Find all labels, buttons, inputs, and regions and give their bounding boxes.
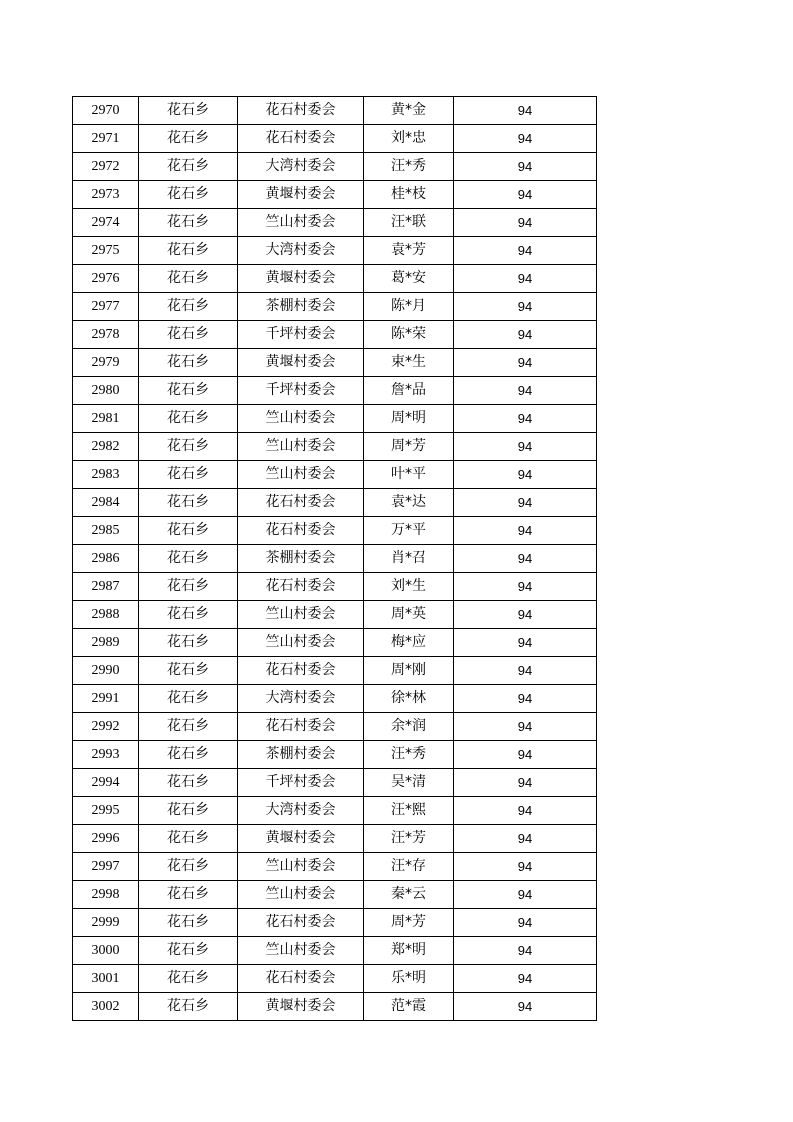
village-cell: 黄堰村委会 (238, 825, 364, 853)
table-row (73, 573, 597, 601)
score-cell: 94 (454, 377, 597, 405)
township-cell: 花石乡 (139, 125, 238, 153)
person-name-cell: 葛*安 (364, 265, 454, 293)
table-row (73, 741, 597, 769)
row-number-cell: 2995 (73, 797, 139, 825)
village-cell: 竺山村委会 (238, 937, 364, 965)
village-cell: 茶棚村委会 (238, 741, 364, 769)
score-cell: 94 (454, 797, 597, 825)
row-number-cell: 2984 (73, 489, 139, 517)
row-number-cell: 2993 (73, 741, 139, 769)
row-number-cell: 2975 (73, 237, 139, 265)
village-cell: 竺山村委会 (238, 433, 364, 461)
row-number-cell: 3001 (73, 965, 139, 993)
township-cell: 花石乡 (139, 489, 238, 517)
table-row (73, 237, 597, 265)
row-number-cell: 2999 (73, 909, 139, 937)
score-cell: 94 (454, 349, 597, 377)
township-cell: 花石乡 (139, 993, 238, 1021)
township-cell: 花石乡 (139, 685, 238, 713)
village-cell: 竺山村委会 (238, 881, 364, 909)
village-cell: 大湾村委会 (238, 237, 364, 265)
person-name-cell: 郑*明 (364, 937, 454, 965)
village-cell: 大湾村委会 (238, 797, 364, 825)
row-number-cell: 3002 (73, 993, 139, 1021)
table-row (73, 685, 597, 713)
row-number-cell: 2985 (73, 517, 139, 545)
village-cell: 花石村委会 (238, 97, 364, 125)
table-row (73, 909, 597, 937)
township-cell: 花石乡 (139, 153, 238, 181)
score-cell: 94 (454, 293, 597, 321)
score-cell: 94 (454, 405, 597, 433)
village-cell: 茶棚村委会 (238, 545, 364, 573)
table-row (73, 825, 597, 853)
village-cell: 竺山村委会 (238, 405, 364, 433)
score-cell: 94 (454, 909, 597, 937)
village-cell: 竺山村委会 (238, 209, 364, 237)
table-row (73, 769, 597, 797)
score-cell: 94 (454, 461, 597, 489)
row-number-cell: 2977 (73, 293, 139, 321)
table-row (73, 937, 597, 965)
table-row (73, 517, 597, 545)
table-row (73, 349, 597, 377)
table-row (73, 657, 597, 685)
township-cell: 花石乡 (139, 657, 238, 685)
row-number-cell: 2978 (73, 321, 139, 349)
row-number-cell: 2973 (73, 181, 139, 209)
row-number-cell: 2989 (73, 629, 139, 657)
score-cell: 94 (454, 181, 597, 209)
score-cell: 94 (454, 265, 597, 293)
township-cell: 花石乡 (139, 797, 238, 825)
township-cell: 花石乡 (139, 517, 238, 545)
township-cell: 花石乡 (139, 629, 238, 657)
township-cell: 花石乡 (139, 853, 238, 881)
village-cell: 花石村委会 (238, 965, 364, 993)
row-number-cell: 2987 (73, 573, 139, 601)
village-cell: 花石村委会 (238, 125, 364, 153)
township-cell: 花石乡 (139, 825, 238, 853)
score-cell: 94 (454, 853, 597, 881)
person-name-cell: 束*生 (364, 349, 454, 377)
person-name-cell: 刘*生 (364, 573, 454, 601)
score-cell: 94 (454, 993, 597, 1021)
score-cell: 94 (454, 629, 597, 657)
score-cell: 94 (454, 489, 597, 517)
person-name-cell: 徐*林 (364, 685, 454, 713)
score-cell: 94 (454, 881, 597, 909)
village-cell: 花石村委会 (238, 573, 364, 601)
score-cell: 94 (454, 685, 597, 713)
row-number-cell: 2981 (73, 405, 139, 433)
table-row (73, 461, 597, 489)
person-name-cell: 汪*秀 (364, 741, 454, 769)
table-row (73, 265, 597, 293)
row-number-cell: 2997 (73, 853, 139, 881)
person-name-cell: 乐*明 (364, 965, 454, 993)
score-cell: 94 (454, 433, 597, 461)
row-number-cell: 3000 (73, 937, 139, 965)
table-row (73, 545, 597, 573)
village-cell: 茶棚村委会 (238, 293, 364, 321)
person-name-cell: 詹*品 (364, 377, 454, 405)
person-name-cell: 陈*荣 (364, 321, 454, 349)
village-cell: 竺山村委会 (238, 853, 364, 881)
township-cell: 花石乡 (139, 293, 238, 321)
township-cell: 花石乡 (139, 237, 238, 265)
township-cell: 花石乡 (139, 601, 238, 629)
score-cell: 94 (454, 657, 597, 685)
row-number-cell: 2994 (73, 769, 139, 797)
score-cell: 94 (454, 153, 597, 181)
table-row (73, 881, 597, 909)
village-cell: 黄堰村委会 (238, 265, 364, 293)
person-name-cell: 周*刚 (364, 657, 454, 685)
score-cell: 94 (454, 545, 597, 573)
person-name-cell: 吴*清 (364, 769, 454, 797)
row-number-cell: 2971 (73, 125, 139, 153)
record-table (72, 96, 597, 1021)
row-number-cell: 2990 (73, 657, 139, 685)
row-number-cell: 2996 (73, 825, 139, 853)
row-number-cell: 2991 (73, 685, 139, 713)
score-cell: 94 (454, 769, 597, 797)
person-name-cell: 周*芳 (364, 909, 454, 937)
table-row (73, 489, 597, 517)
person-name-cell: 范*霞 (364, 993, 454, 1021)
score-cell: 94 (454, 321, 597, 349)
township-cell: 花石乡 (139, 433, 238, 461)
village-cell: 黄堰村委会 (238, 993, 364, 1021)
row-number-cell: 2986 (73, 545, 139, 573)
village-cell: 黄堰村委会 (238, 349, 364, 377)
township-cell: 花石乡 (139, 881, 238, 909)
person-name-cell: 汪*芳 (364, 825, 454, 853)
row-number-cell: 2992 (73, 713, 139, 741)
table-row (73, 293, 597, 321)
township-cell: 花石乡 (139, 461, 238, 489)
person-name-cell: 刘*忠 (364, 125, 454, 153)
township-cell: 花石乡 (139, 405, 238, 433)
village-cell: 黄堰村委会 (238, 181, 364, 209)
person-name-cell: 肖*召 (364, 545, 454, 573)
person-name-cell: 汪*秀 (364, 153, 454, 181)
township-cell: 花石乡 (139, 769, 238, 797)
person-name-cell: 袁*达 (364, 489, 454, 517)
table-row (73, 125, 597, 153)
table-row (73, 601, 597, 629)
score-cell: 94 (454, 937, 597, 965)
township-cell: 花石乡 (139, 937, 238, 965)
township-cell: 花石乡 (139, 209, 238, 237)
village-cell: 竺山村委会 (238, 601, 364, 629)
village-cell: 千坪村委会 (238, 377, 364, 405)
row-number-cell: 2982 (73, 433, 139, 461)
row-number-cell: 2972 (73, 153, 139, 181)
table-row (73, 321, 597, 349)
record-table-body (73, 97, 597, 1021)
village-cell: 大湾村委会 (238, 685, 364, 713)
township-cell: 花石乡 (139, 573, 238, 601)
person-name-cell: 叶*平 (364, 461, 454, 489)
township-cell: 花石乡 (139, 545, 238, 573)
row-number-cell: 2970 (73, 97, 139, 125)
score-cell: 94 (454, 517, 597, 545)
village-cell: 竺山村委会 (238, 461, 364, 489)
row-number-cell: 2976 (73, 265, 139, 293)
row-number-cell: 2998 (73, 881, 139, 909)
table-row (73, 153, 597, 181)
score-cell: 94 (454, 741, 597, 769)
village-cell: 竺山村委会 (238, 629, 364, 657)
person-name-cell: 周*明 (364, 405, 454, 433)
person-name-cell: 秦*云 (364, 881, 454, 909)
score-cell: 94 (454, 601, 597, 629)
person-name-cell: 余*润 (364, 713, 454, 741)
table-row (73, 713, 597, 741)
table-row (73, 993, 597, 1021)
village-cell: 花石村委会 (238, 517, 364, 545)
table-row (73, 181, 597, 209)
township-cell: 花石乡 (139, 377, 238, 405)
township-cell: 花石乡 (139, 181, 238, 209)
table-row (73, 629, 597, 657)
table-row (73, 97, 597, 125)
score-cell: 94 (454, 713, 597, 741)
table-row (73, 377, 597, 405)
person-name-cell: 周*英 (364, 601, 454, 629)
person-name-cell: 汪*熙 (364, 797, 454, 825)
township-cell: 花石乡 (139, 349, 238, 377)
person-name-cell: 周*芳 (364, 433, 454, 461)
village-cell: 大湾村委会 (238, 153, 364, 181)
person-name-cell: 陈*月 (364, 293, 454, 321)
row-number-cell: 2979 (73, 349, 139, 377)
table-row (73, 965, 597, 993)
township-cell: 花石乡 (139, 713, 238, 741)
score-cell: 94 (454, 209, 597, 237)
village-cell: 花石村委会 (238, 489, 364, 517)
score-cell: 94 (454, 237, 597, 265)
village-cell: 花石村委会 (238, 657, 364, 685)
village-cell: 花石村委会 (238, 713, 364, 741)
township-cell: 花石乡 (139, 265, 238, 293)
table-row (73, 433, 597, 461)
score-cell: 94 (454, 97, 597, 125)
score-cell: 94 (454, 125, 597, 153)
score-cell: 94 (454, 965, 597, 993)
person-name-cell: 黄*金 (364, 97, 454, 125)
row-number-cell: 2980 (73, 377, 139, 405)
township-cell: 花石乡 (139, 909, 238, 937)
table-row (73, 405, 597, 433)
township-cell: 花石乡 (139, 741, 238, 769)
person-name-cell: 桂*枝 (364, 181, 454, 209)
table-row (73, 209, 597, 237)
person-name-cell: 汪*存 (364, 853, 454, 881)
person-name-cell: 汪*联 (364, 209, 454, 237)
township-cell: 花石乡 (139, 965, 238, 993)
row-number-cell: 2974 (73, 209, 139, 237)
person-name-cell: 梅*应 (364, 629, 454, 657)
village-cell: 花石村委会 (238, 909, 364, 937)
score-cell: 94 (454, 573, 597, 601)
township-cell: 花石乡 (139, 97, 238, 125)
row-number-cell: 2988 (73, 601, 139, 629)
village-cell: 千坪村委会 (238, 769, 364, 797)
table-row (73, 797, 597, 825)
score-cell: 94 (454, 825, 597, 853)
row-number-cell: 2983 (73, 461, 139, 489)
township-cell: 花石乡 (139, 321, 238, 349)
village-cell: 千坪村委会 (238, 321, 364, 349)
person-name-cell: 袁*芳 (364, 237, 454, 265)
person-name-cell: 万*平 (364, 517, 454, 545)
table-row (73, 853, 597, 881)
